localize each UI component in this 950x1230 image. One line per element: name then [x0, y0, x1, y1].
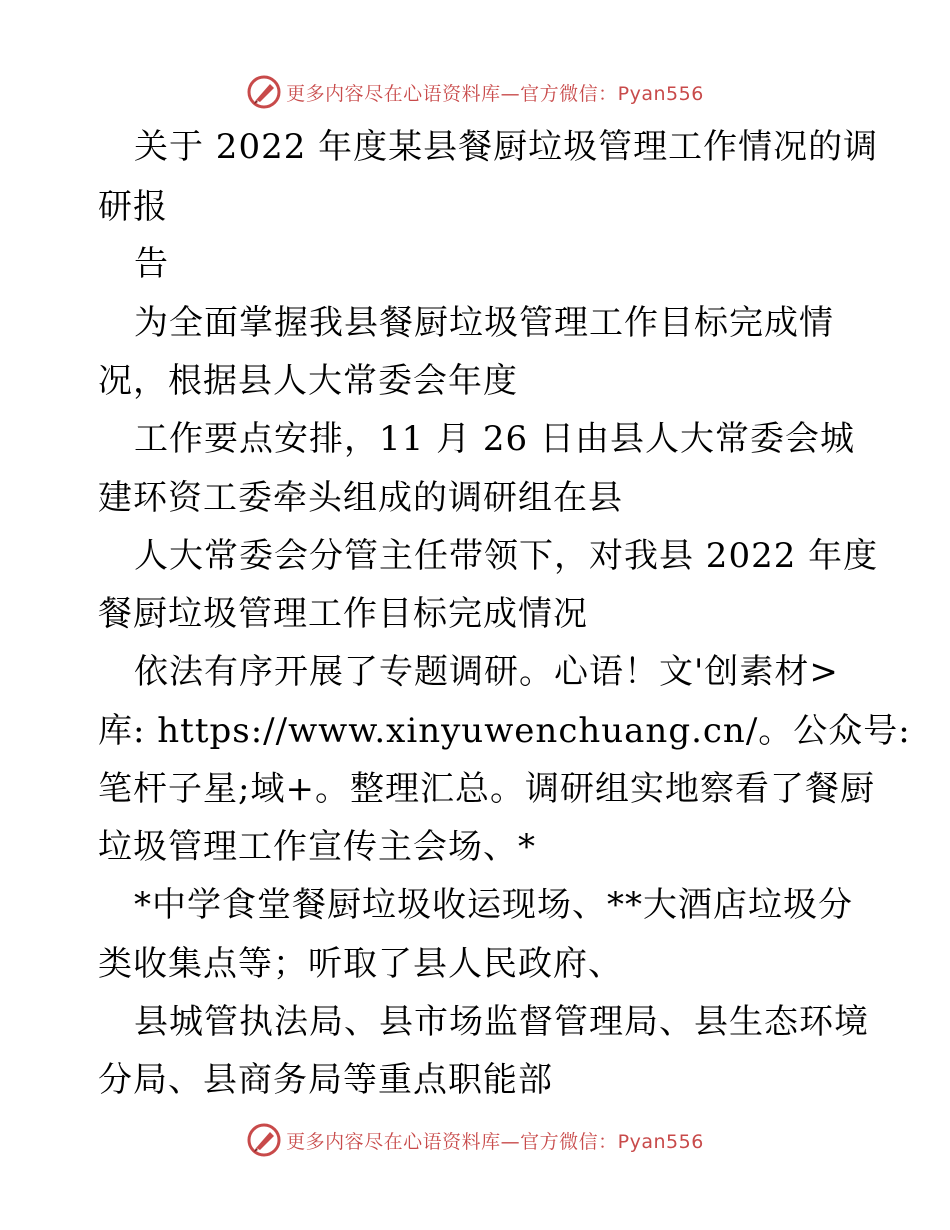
pen-logo-icon: [246, 74, 282, 110]
document-line: 况，根据县人大常委会年度: [98, 361, 518, 401]
watermark-text: 更多内容尽在心语资料库—官方微信：Pyan556: [286, 1130, 704, 1153]
document-line: 告: [134, 244, 169, 284]
document-line: 垃圾管理工作宣传主会场、*: [98, 827, 536, 867]
footer-watermark: [0, 1120, 950, 1160]
document-line: 分局、县商务局等重点职能部: [98, 1060, 553, 1100]
document-line: 库: https://www.xinyuwenchuang.cn/。公众号:: [98, 711, 911, 751]
document-line: 笔杆子星;域+。整理汇总。调研组实地察看了餐厨: [98, 769, 875, 809]
document-line: 餐厨垃圾管理工作目标完成情况: [98, 594, 588, 634]
pen-logo-icon: [246, 1122, 282, 1158]
document-line: 关于 2022 年度某县餐厨垃圾管理工作情况的调: [134, 127, 879, 167]
document-line: 县城管执法局、县市场监督管理局、县生态环境: [134, 1002, 869, 1042]
document-line: 人大常委会分管主任带领下，对我县 2022 年度: [134, 536, 879, 576]
watermark-text: 更多内容尽在心语资料库—官方微信：Pyan556: [286, 82, 704, 105]
document-line: 类收集点等；听取了县人民政府、: [98, 944, 623, 984]
document-line: 建环资工委牵头组成的调研组在县: [98, 478, 623, 518]
document-line: 研报: [98, 187, 168, 227]
document-line: 依法有序开展了专题调研。心语！文'创素材>: [134, 652, 839, 692]
header-watermark: [0, 72, 950, 112]
document-line: *中学食堂餐厨垃圾收运现场、**大酒店垃圾分: [134, 885, 853, 925]
document-line: 工作要点安排，11 月 26 日由县人大常委会城: [134, 419, 855, 459]
document-line: 为全面掌握我县餐厨垃圾管理工作目标完成情: [134, 303, 834, 343]
